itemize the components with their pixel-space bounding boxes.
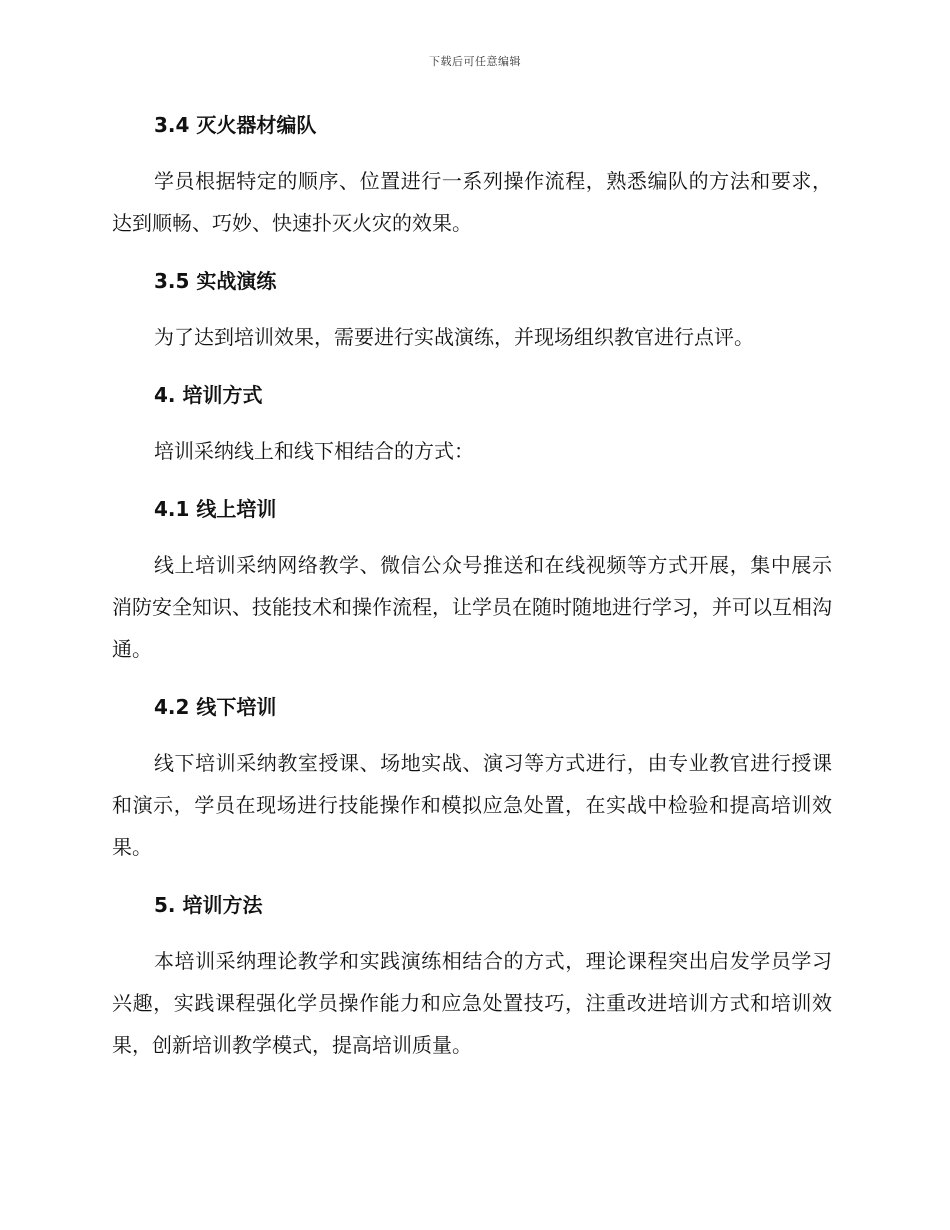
section-heading-3-5: 3.5 实战演练 bbox=[154, 269, 277, 293]
section-heading-4: 4. 培训方式 bbox=[154, 383, 263, 407]
document-body bbox=[112, 110, 832, 1066]
section-body-4: 培训采纳线上和线下相结合的方式： bbox=[154, 439, 474, 463]
section-body-3-5: 为了达到培训效果，需要进行实战演练，并现场组织教官进行点评。 bbox=[154, 325, 754, 349]
section-body-5: 本培训采纳理论教学和实践演练相结合的方式，理论课程突出启发学员学习兴趣，实践课程强化学员操作能力和应急处置技巧，注重改进培训方式和培训效果，创新培训教学模式，提高培训质量。 bbox=[112, 949, 832, 1057]
section-heading-4-2: 4.2 线下培训 bbox=[154, 695, 277, 719]
page-header: 下载后可任意编辑 bbox=[429, 55, 521, 68]
section-heading-3-4: 3.4 灭火器材编队 bbox=[154, 113, 317, 137]
section-body-4-1: 线上培训采纳网络教学、微信公众号推送和在线视频等方式开展，集中展示消防安全知识、技能技术和操作流程，让学员在随时随地进行学习，并可以互相沟通。 bbox=[112, 553, 832, 661]
section-body-4-2: 线下培训采纳教室授课、场地实战、演习等方式进行，由专业教官进行授课和演示，学员在现场进行技能操作和模拟应急处置，在实战中检验和提高培训效果。 bbox=[112, 751, 832, 859]
section-heading-4-1: 4.1 线上培训 bbox=[154, 497, 277, 521]
section-heading-5: 5. 培训方法 bbox=[154, 893, 263, 917]
section-body-3-4: 学员根据特定的顺序、位置进行一系列操作流程，熟悉编队的方法和要求，达到顺畅、巧妙、快速扑灭火灾的效果。 bbox=[112, 169, 832, 235]
